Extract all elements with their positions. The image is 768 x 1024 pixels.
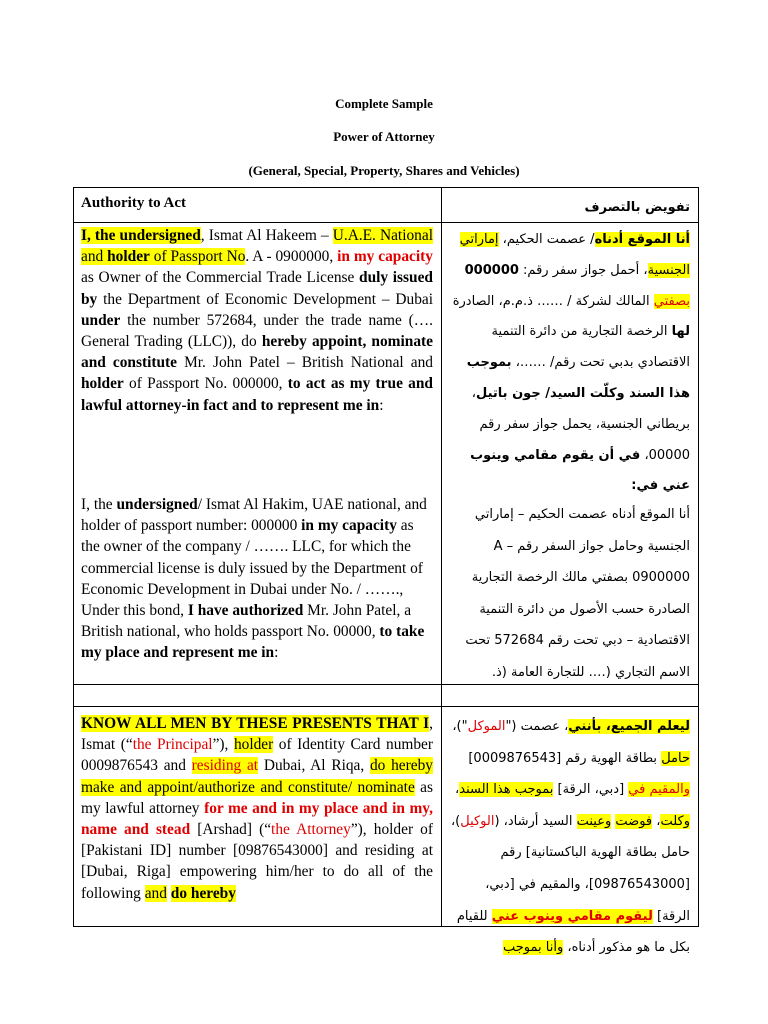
table-rule	[441, 187, 442, 927]
block1-arabic: أنا الموقع أدناه/ عصمت الحكيم، إماراتي الجنسية، أحمل جواز سفر رقم: 000000 بصفتي المالك لشركة / …… ذ.م.م، الصادرة لها الرخصة التجارية من دائرة التنمية الاقتصادي بدبي تحت رقم/ ……، بموجب هذا السند وكلّت السيد/ جون باتيل، بريطاني الجنسية، يحمل جواز سفر رقم 00000، في أن يقوم مقامي وينوب عني في:	[452, 232, 690, 494]
doc-title-line3: (General, Special, Property, Shares and Vehicles)	[248, 163, 520, 178]
block3-english: KNOW ALL MEN BY THESE PRESENTS THAT I, Ismat (“the Principal”), holder of Identity Card number 0009876543 and residing at Dubai, Al Riqa, do hereby make and appoint/authorize and constitute/ nominate as my lawful attorney for me and in my place and in my, name and stead [Arshad] (“the Attorney”), holder of [Pakistani ID] number [09876543000] and residing at [Dubai, Riga] empowering him/her to do all of the following and do hereby	[81, 715, 434, 902]
doc-title-line1: Complete Sample	[335, 96, 433, 111]
table-rule	[73, 222, 699, 223]
block3-arabic: ليعلم الجميع، بأنني، عصمت ("الموكل")، حامل بطاقة الهوية رقم [0009876543] والمقيم في [دبي، الرقة] بموجب هذا السند، وكلت، فوضت وعينت السيد أرشاد، (الوكيل)، حامل بطاقة الهوية الباكستانية] رقم [09876543000]، والمقيم في [دبي، الرقة] ليقوم مقامي وينوب عني للقيام بكل ما هو مذكور أدناه، وأنا بموجب	[450, 719, 690, 956]
header-english: Authority to Act	[81, 195, 186, 211]
table-rule	[73, 706, 699, 707]
header-arabic: تفويض بالتصرف	[584, 200, 690, 215]
block2-arabic: أنا الموقع أدناه عصمت الحكيم – إماراتي الجنسية وحامل جواز السفر رقم – A 0900000 بصفتي مالك الرخصة التجارية الصادرة حسب الأصول من دائرة التنمية الاقتصادية – دبي تحت رقم 572684 تحت الاسم التجاري (…. للتجارة العامة (ذ.	[465, 507, 690, 680]
block1-english: I, the undersigned, Ismat Al Hakeem – U.A.E. National and holder of Passport No. A - 0900000, in my capacity as Owner of the Commercial Trade License duly issued by the Department of Economic Development – Dubai under the number 572684, under the trade name (…. General Trading (LLC)), do hereby appoint, nominate and constitute Mr. John Patel – British National and holder of Passport No. 000000, to act as my true and lawful attorney-in fact and to represent me in:	[81, 227, 433, 414]
doc-title-line2: Power of Attorney	[333, 129, 435, 144]
table-rule	[73, 187, 74, 927]
table-rule	[698, 187, 699, 927]
table-rule	[73, 187, 699, 188]
block2-english: I, the undersigned/ Ismat Al Hakim, UAE national, and holder of passport number: 000000 in my capacity as the owner of the company / ……. LLC, for which the commercial license is duly issued by the Department of Economic Development in Dubai under No. / ……., Under this bond, I have authorized Mr. John Patel, a British national, who holds passport No. 00000, to take my place and represent me in:	[81, 496, 427, 662]
bilingual-table	[73, 187, 699, 956]
